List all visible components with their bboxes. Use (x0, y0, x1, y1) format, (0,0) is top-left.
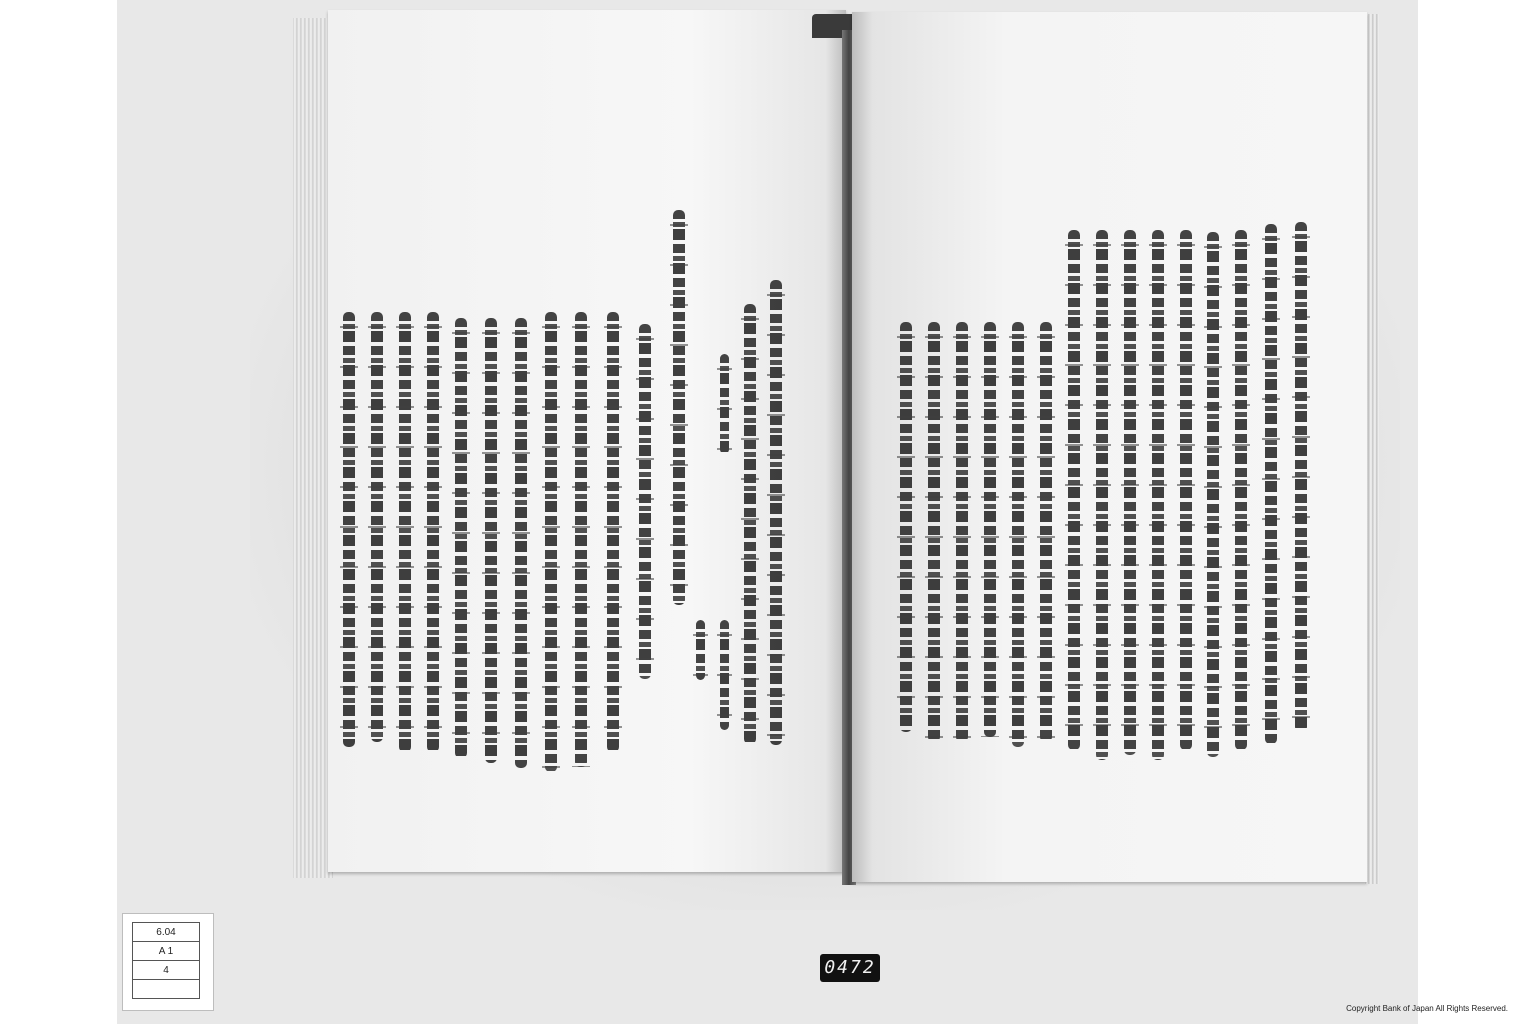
handwritten-column (720, 620, 729, 730)
label-cell (133, 980, 200, 999)
handwritten-column (673, 210, 685, 605)
handwritten-column (1265, 224, 1277, 744)
handwritten-column (900, 322, 912, 732)
copyright-notice: Copyright Bank of Japan All Rights Reserved. (1346, 1004, 1508, 1013)
handwritten-column (1068, 230, 1080, 750)
handwritten-column (744, 304, 756, 744)
handwritten-column (696, 620, 705, 680)
handwritten-column (928, 322, 940, 742)
handwritten-column (1152, 230, 1164, 760)
handwritten-column (984, 322, 996, 737)
handwritten-column (1207, 232, 1219, 757)
handwritten-column (399, 312, 411, 752)
handwritten-column (1295, 222, 1307, 732)
handwritten-column (1235, 230, 1247, 750)
handwritten-column (575, 312, 587, 767)
right-page (852, 12, 1367, 882)
left-page (328, 10, 846, 872)
label-cell: 4 (133, 961, 200, 980)
left-page-edges (293, 18, 333, 878)
handwritten-column (1040, 322, 1052, 742)
handwritten-column (371, 312, 383, 742)
archive-label-card (122, 913, 214, 1011)
handwritten-column (639, 324, 651, 679)
frame-number: 0472 (820, 954, 880, 982)
handwritten-column (455, 318, 467, 758)
handwritten-column (1124, 230, 1136, 755)
archive-label-table (132, 922, 200, 999)
handwritten-column (770, 280, 782, 745)
handwritten-column (1012, 322, 1024, 747)
label-cell: A 1 (133, 942, 200, 961)
left-page-header-lines (708, 280, 798, 750)
handwritten-column (720, 354, 729, 454)
handwritten-column (485, 318, 497, 763)
handwritten-column (427, 312, 439, 752)
handwritten-column (1180, 230, 1192, 750)
handwritten-column (1096, 230, 1108, 760)
right-page-edges (1365, 14, 1379, 884)
handwritten-column (607, 312, 619, 752)
handwritten-column (545, 312, 557, 772)
handwritten-column (515, 318, 527, 768)
handwritten-column (343, 312, 355, 747)
handwritten-column (956, 322, 968, 742)
left-page-handwriting (343, 300, 693, 750)
right-page-handwriting (890, 222, 1310, 762)
label-cell: 6.04 (133, 923, 200, 942)
